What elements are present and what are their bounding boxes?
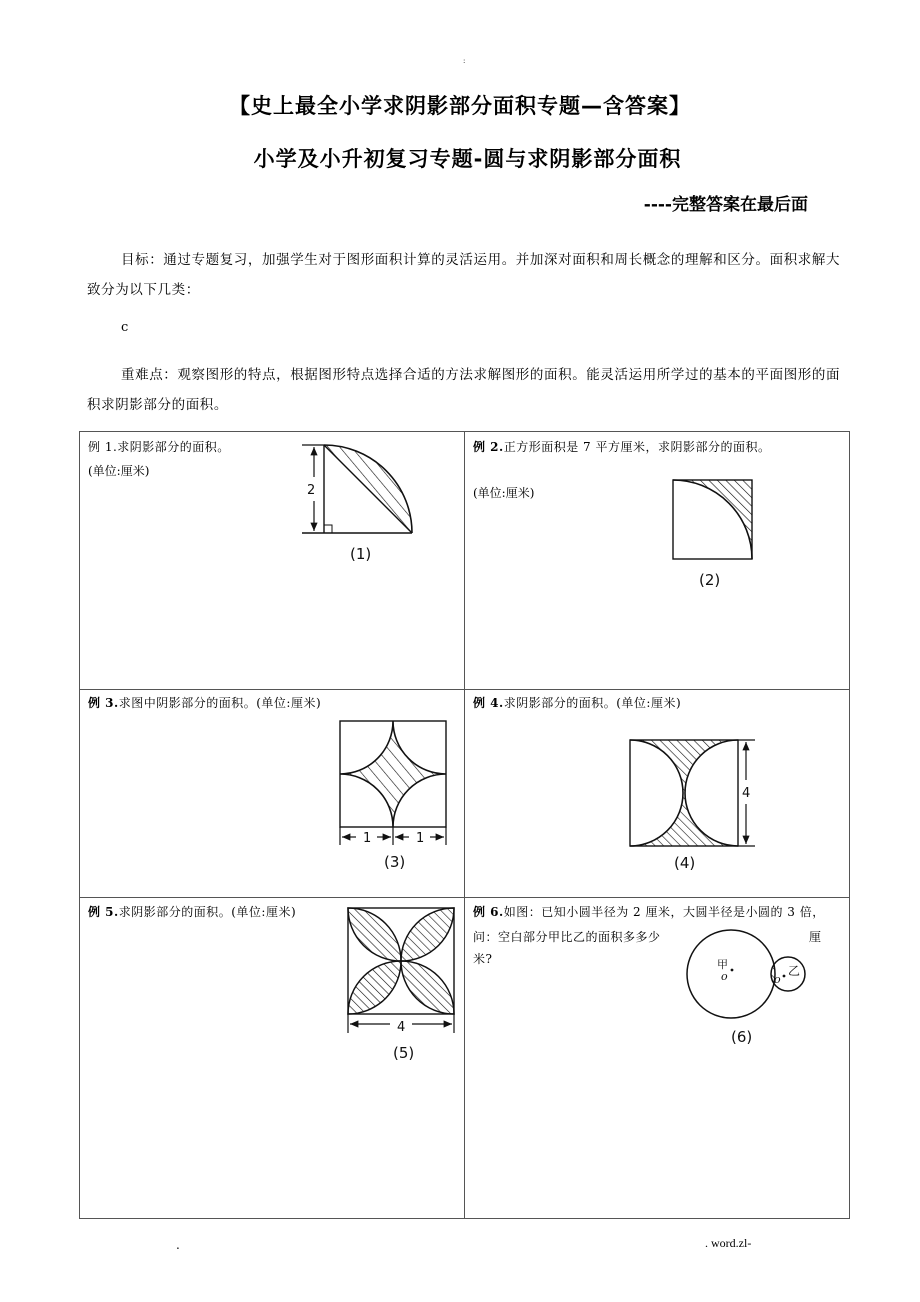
problem-3-text: 求图中阴影部分的面积。(单位:厘米) bbox=[118, 696, 322, 710]
problem-5-label: 例 5. bbox=[88, 905, 119, 919]
figure-5-label: (5) bbox=[393, 1044, 415, 1062]
figure-4-dimension: 4 bbox=[742, 786, 751, 801]
problem-2-unit: (单位:厘米) bbox=[473, 486, 535, 500]
problem-2-label: 例 2. bbox=[473, 440, 504, 454]
figure-4-two-semicircles bbox=[465, 690, 849, 897]
footer-watermark: . word.zl- bbox=[705, 1236, 752, 1250]
region-label-jia: 甲 bbox=[717, 958, 728, 971]
problem-6-label: 例 6. bbox=[473, 905, 504, 919]
problem-cell-6 bbox=[465, 898, 850, 1219]
figure-3-dimension-left: 1 bbox=[363, 831, 372, 846]
stray-letter: c bbox=[121, 320, 129, 335]
figure-2-square-arc bbox=[465, 432, 849, 689]
center-label-small: o bbox=[774, 973, 781, 986]
problem-1-label: 例 1. bbox=[88, 440, 118, 454]
figure-1-label: (1) bbox=[350, 545, 372, 563]
figure-3-label: (3) bbox=[384, 853, 406, 871]
figure-3-four-quarter-arcs bbox=[80, 690, 464, 897]
figure-5-four-petals bbox=[80, 898, 464, 1218]
figure-6-two-circles bbox=[465, 898, 849, 1218]
figure-1-quarter-circle bbox=[80, 432, 464, 689]
goal-paragraph: 目标：通过专题复习，加强学生对于图形面积计算的灵活运用。并加深对面积和周长概念的理解和区分。面积求解大致分为以下几类： bbox=[87, 252, 841, 298]
answer-note: ----完整答案在最后面 bbox=[643, 195, 808, 215]
key-points-paragraph: 重难点：观察图形的特点，根据图形特点选择合适的方法求解图形的面积。能灵活运用所学过的基本的平面图形的面积求阴影部分的面积。 bbox=[87, 367, 841, 413]
figure-3-dimension-right: 1 bbox=[416, 831, 425, 846]
problem-4-label: 例 4. bbox=[473, 696, 504, 710]
figure-5-dimension: 4 bbox=[397, 1020, 406, 1035]
problem-2-text: 正方形面积是 7 平方厘米，求阴影部分的面积。 bbox=[503, 440, 771, 454]
problem-cell-1 bbox=[80, 432, 465, 690]
page-top-mark: : bbox=[463, 57, 466, 65]
problem-6-line-3: 米? bbox=[473, 952, 493, 966]
problem-1-text: 求阴影部分的面积。 bbox=[117, 440, 230, 454]
figure-4-label: (4) bbox=[674, 854, 696, 872]
problems-table bbox=[79, 431, 850, 1219]
problem-cell-4 bbox=[465, 690, 850, 898]
document-subtitle: 小学及小升初复习专题-圆与求阴影部分面积 bbox=[253, 147, 682, 171]
center-label-big: o bbox=[721, 970, 728, 983]
problem-4-text: 求阴影部分的面积。(单位:厘米) bbox=[503, 696, 682, 710]
problem-6-line-2: 问：空白部分甲比乙的面积多多少 厘 bbox=[473, 930, 822, 944]
problem-1-unit: (单位:厘米) bbox=[88, 464, 150, 478]
problem-cell-2 bbox=[465, 432, 850, 690]
problem-5-text: 求阴影部分的面积。(单位:厘米) bbox=[118, 905, 297, 919]
region-label-yi: 乙 bbox=[788, 964, 801, 978]
problem-cell-3 bbox=[80, 690, 465, 898]
footer-left-mark: . bbox=[176, 1238, 180, 1252]
figure-2-label: (2) bbox=[699, 571, 721, 589]
problem-3-label: 例 3. bbox=[88, 696, 119, 710]
document-title: 【史上最全小学求阴影部分面积专题—含答案】 bbox=[229, 94, 691, 118]
figure-1-dimension: 2 bbox=[307, 483, 316, 498]
figure-6-label: (6) bbox=[731, 1028, 753, 1046]
problem-6-line-1: 例 6.如图：已知小圆半径为 2 厘米，大圆半径是小圆的 3 倍， bbox=[473, 905, 825, 919]
problem-cell-5 bbox=[80, 898, 465, 1219]
